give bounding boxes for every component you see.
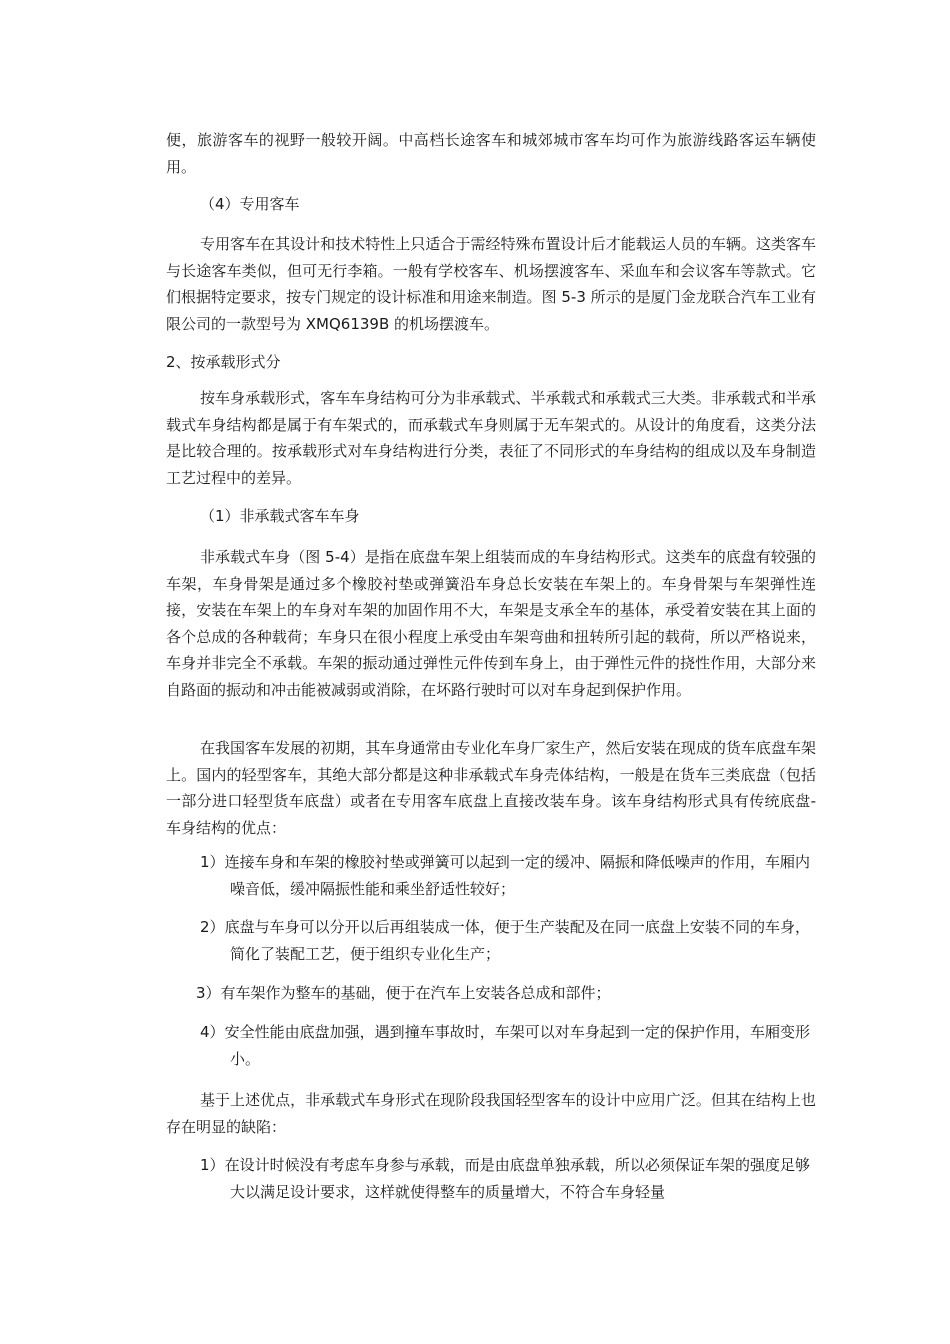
heading-non-load-bearing: （1）非承载式客车车身	[200, 507, 360, 525]
list-item-advantage-4: 4）安全性能由底盘加强，遇到撞车事故时，车架可以对车身起到一定的保护作用，车厢变形小。	[200, 1023, 810, 1068]
paragraph-special-bus: 专用客车在其设计和技术特性上只适合于需经特殊布置设计后才能载运人员的车辆。这类客车与长途客车类似，但可无行李箱。一般有学校客车、机场摆渡客车、采血车和会议客车等款式。它们根据特定要求，按专门规定的设计标准和用途来制造。图 5-3 所示的是厦门金龙联合汽车工业有限公司的一款型号为 XMQ6139B 的机场摆渡车。	[166, 235, 816, 333]
heading-load-form: 2、按承载形式分	[166, 353, 281, 371]
list-item-drawback-1: 1）在设计时候没有考虑车身参与承载，而是由底盘单独承载，所以必须保证车架的强度足够大以满足设计要求，这样就使得整车的质量增大，不符合车身轻量	[200, 1156, 810, 1201]
paragraph-non-load-bearing: 非承载式车身（图 5-4）是指在底盘车架上组装而成的车身结构形式。这类车的底盘有较强的车架，车身骨架是通过多个橡胶衬垫或弹簧沿车身总长安装在车架上的。车身骨架与车架弹性连接，安装在车架上的车身对车架的加固作用不大，车架是支承全车的基体，承受着安装在其上面的各个总成的各种载荷；车身只在很小程度上承受由车架弯曲和扭转所引起的载荷，所以严格说来，车身并非完全不承载。车架的振动通过弹性元件传到车身上，由于弹性元件的挠性作用，大部分来自路面的振动和冲击能被减弱或消除，在坏路行驶时可以对车身起到保护作用。	[166, 548, 816, 699]
list-item-advantage-1: 1）连接车身和车架的橡胶衬垫或弹簧可以起到一定的缓冲、隔振和降低噪声的作用，车厢内噪音低，缓冲隔振性能和乘坐舒适性较好；	[200, 853, 810, 898]
heading-special-bus: （4）专用客车	[200, 195, 300, 213]
list-item-advantage-3: 3）有车架作为整车的基础，便于在汽车上安装各总成和部件；	[196, 984, 611, 1002]
paragraph-load-form: 按车身承载形式，客车车身结构可分为非承载式、半承载式和承载式三大类。非承载式和半承载式车身结构都是属于有车架式的，而承载式车身则属于无车架式的。从设计的角度看，这类分法是比较合理的。按承载形式对车身结构进行分类，表征了不同形式的车身结构的组成以及车身制造工艺过程中的差异。	[166, 389, 816, 487]
list-item-advantage-2: 2）底盘与车身可以分开以后再组装成一体，便于生产装配及在同一底盘上安装不同的车身，简化了装配工艺，便于组织专业化生产；	[200, 918, 810, 963]
paragraph-development: 在我国客车发展的初期，其车身通常由专业化车身厂家生产，然后安装在现成的货车底盘车架上。国内的轻型客车，其绝大部分都是这种非承载式车身壳体结构，一般是在货车三类底盘（包括一部分进口轻型货车底盘）或者在专用客车底盘上直接改装车身。该车身结构形式具有传统底盘-车身结构的优点：	[166, 739, 816, 837]
paragraph-drawbacks-intro: 基于上述优点，非承载式车身形式在现阶段我国轻型客车的设计中应用广泛。但其在结构上也存在明显的缺陷：	[166, 1091, 816, 1136]
paragraph-tourist-bus-end: 便，旅游客车的视野一般较开阔。中高档长途客车和城郊城市客车均可作为旅游线路客运车辆使用。	[166, 131, 816, 176]
